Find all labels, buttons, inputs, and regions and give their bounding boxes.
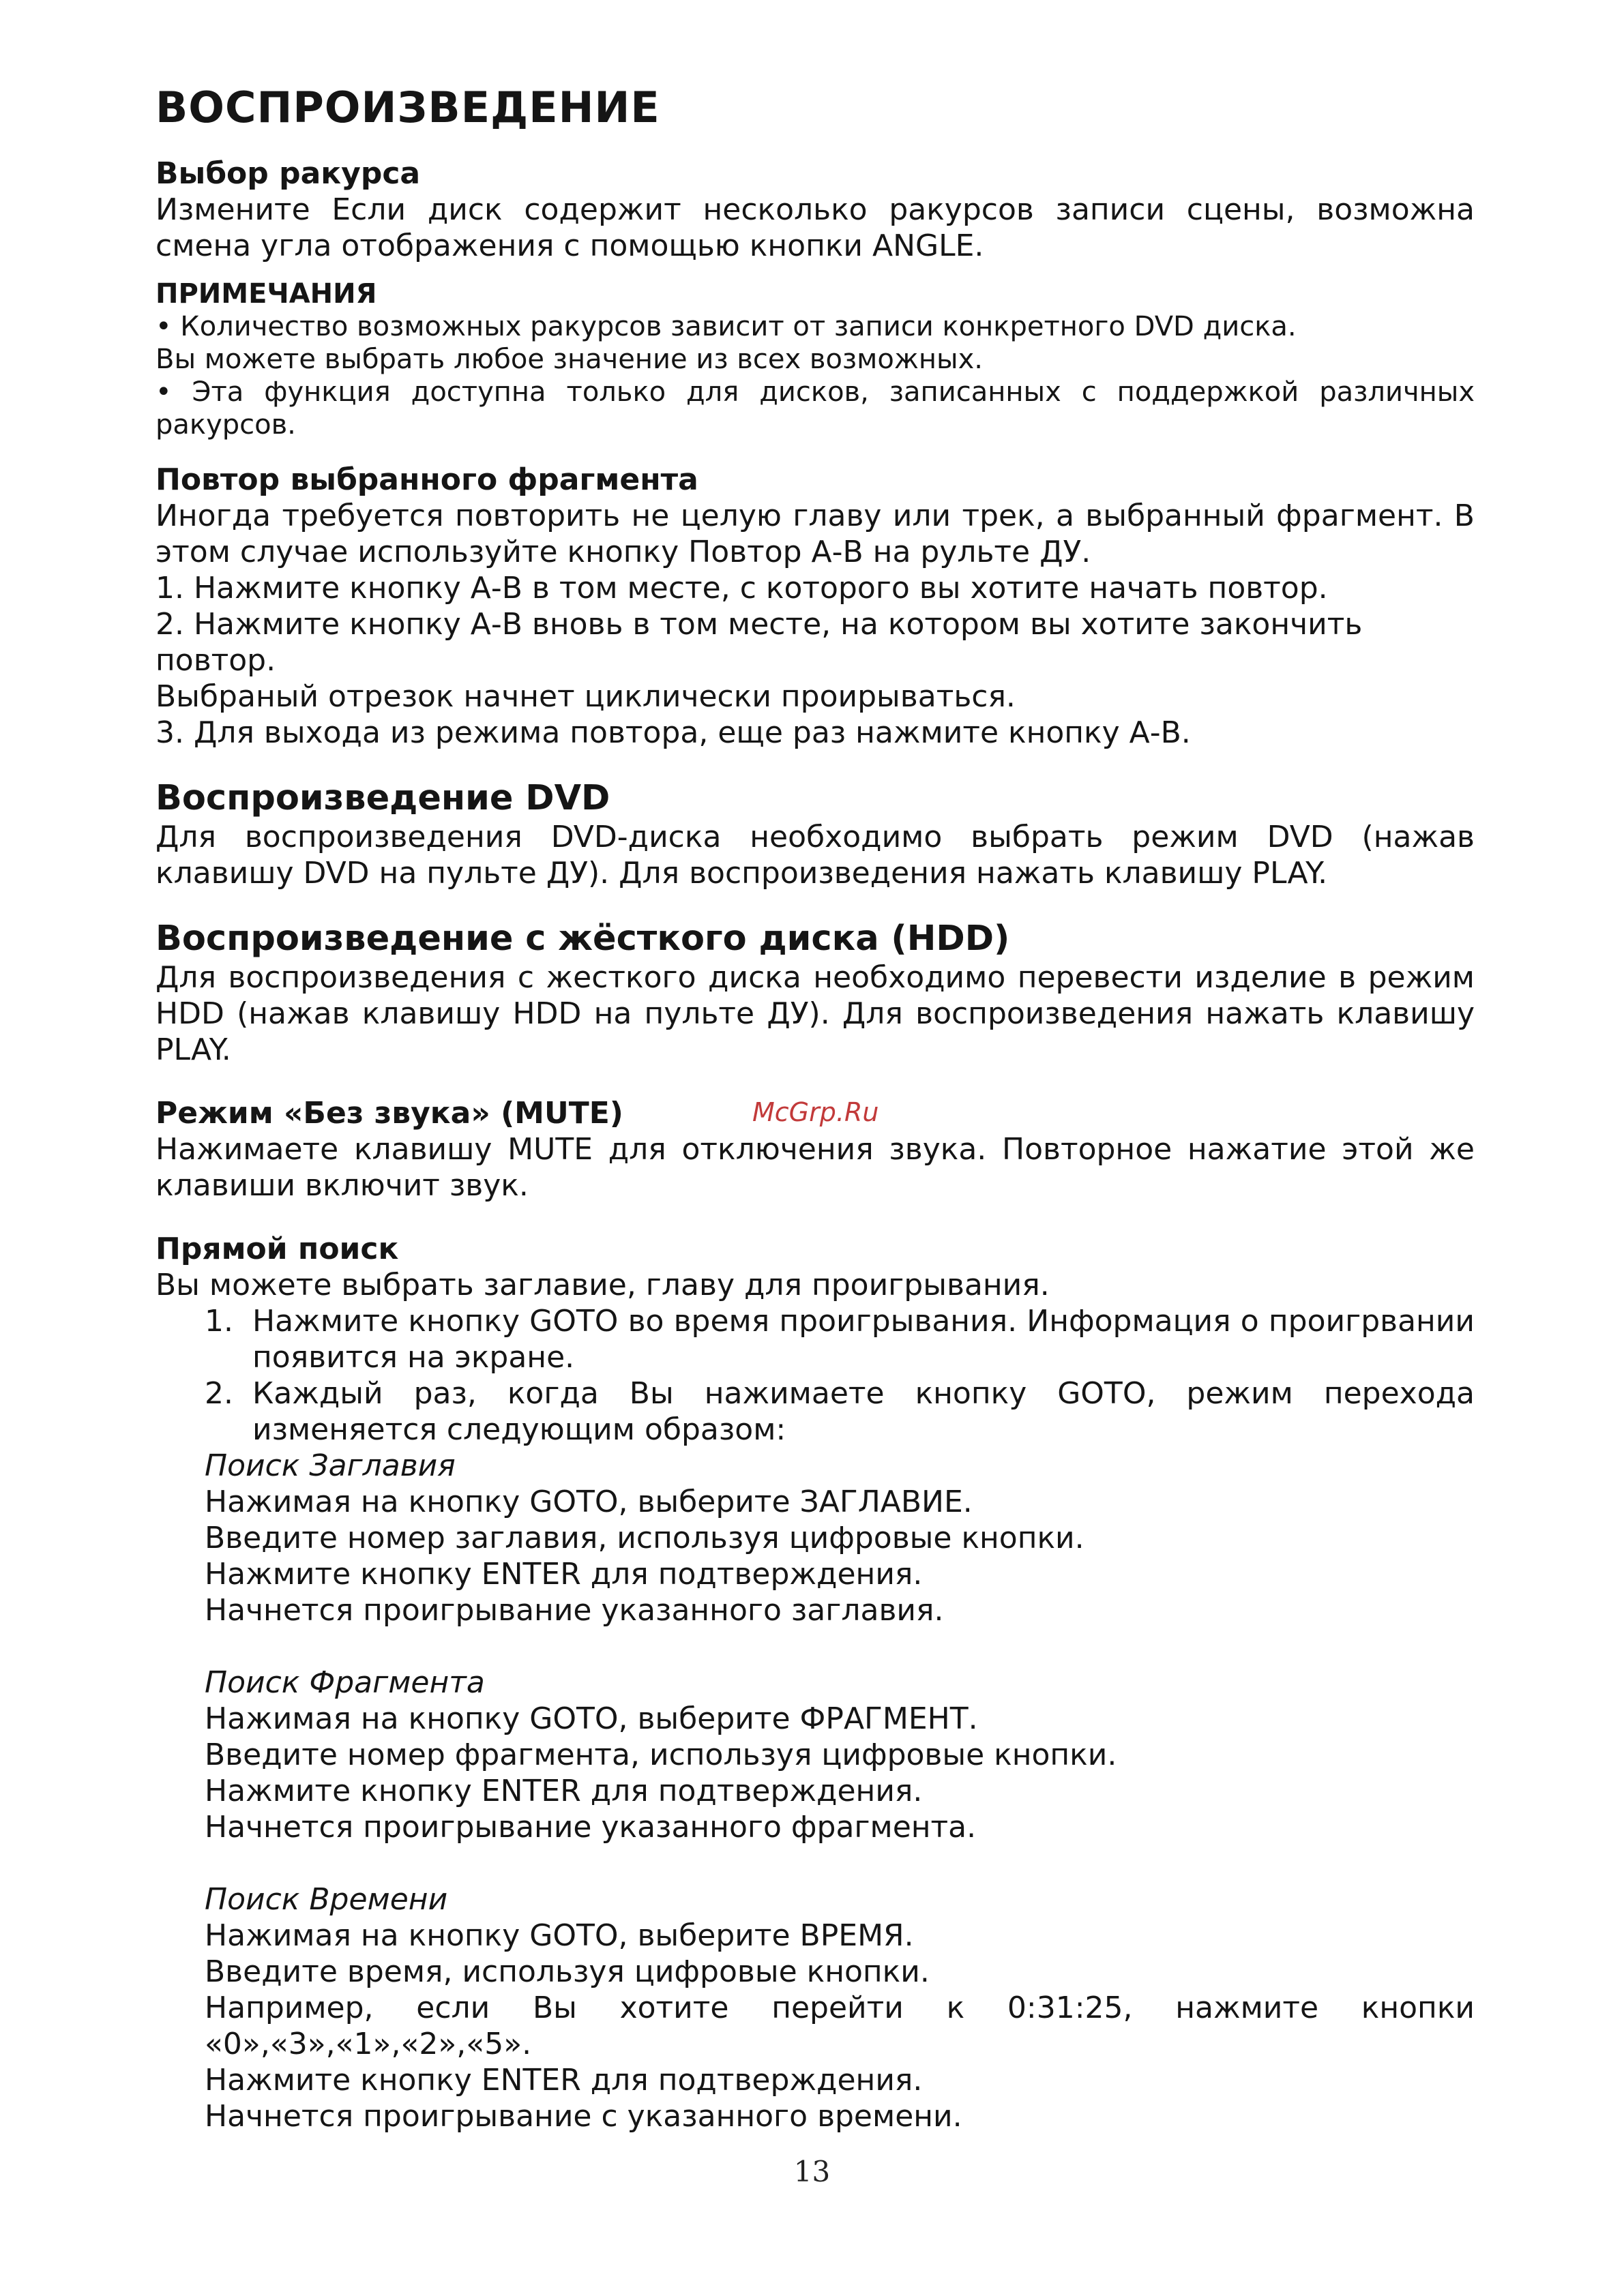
goto-step-2: [156, 1375, 1475, 1448]
chapter-search-line: Начнется проигрывание указанного фрагмента.: [205, 1810, 977, 1845]
note-1: • Количество возможных ракурсов зависит от записи конкретного DVD диска.: [156, 311, 1297, 342]
chapter-search-name: Поиск Фрагмента: [205, 1665, 485, 1700]
search-intro: Вы можете выбрать заглавие, главу для проигрывания.: [156, 1268, 1050, 1302]
search-heading: Прямой поиск: [156, 1232, 399, 1266]
spacer: [156, 1628, 1475, 1665]
time-search-name: Поиск Времени: [205, 1882, 448, 1917]
goto-step-1-text: Нажмите кнопку GOTO во время проигрывания. Информация о проигрвании появится на экране.: [252, 1304, 1475, 1375]
watermark: McGrp.Ru: [752, 1097, 879, 1127]
chapter-search-line: Нажимая на кнопку GOTO, выберите ФРАГМЕНТ.: [205, 1701, 978, 1736]
repeat-step-2: 2. Нажмите кнопку А-В вновь в том месте, на котором вы хотите закончить повтор.: [156, 607, 1363, 678]
title-search-line: Нажимая на кнопку GOTO, выберите ЗАГЛАВИЕ.: [205, 1485, 973, 1519]
section-repeat: [156, 462, 1475, 751]
page-title: ВОСПРОИЗВЕДЕНИЕ: [156, 83, 660, 132]
time-search-line: Например, если Вы хотите перейти к 0:31:25, нажмите кнопки «0»,«3»,«1»,«2»,«5».: [205, 1991, 1475, 2061]
spacer: [156, 1845, 1475, 1881]
section-dvd: [156, 778, 1475, 891]
title-search-line: Начнется проигрывание указанного заглавия.: [205, 1593, 944, 1628]
goto-step-2-number: 2.: [205, 1376, 233, 1411]
dvd-heading: Воспроизведение DVD: [156, 778, 610, 818]
note-1b: Вы можете выбрать любое значение из всех возможных.: [156, 344, 983, 375]
time-search-line: Нажимая на кнопку GOTO, выберите ВРЕМЯ.: [205, 1918, 914, 1953]
section-direct-search: [156, 1231, 1475, 2134]
page-number: 13: [793, 2155, 831, 2188]
hdd-text: Для воспроизведения с жесткого диска необходимо перевести изделие в режим HDD (нажав клавишу HDD на пульте ДУ). Для воспроизведения нажать клавишу PLAY.: [156, 960, 1475, 1067]
title-search-line: Нажмите кнопку ENTER для подтверждения.: [205, 1557, 923, 1592]
dvd-text: Для воспроизведения DVD-диска необходимо выбрать режим DVD (нажав клавишу DVD на пульте ДУ). Для воспроизведения нажать клавишу PLAY.: [156, 820, 1475, 891]
notes-title: ПРИМЕЧАНИЯ: [156, 278, 377, 310]
title-search-block: [156, 1448, 1475, 1628]
chapter-search-line: Введите номер фрагмента, используя цифровые кнопки.: [205, 1738, 1117, 1772]
repeat-step-2b: Выбраный отрезок начнет циклически проирываться.: [156, 679, 1016, 714]
title-search-line: Введите номер заглавия, используя цифровые кнопки.: [205, 1521, 1084, 1555]
time-search-line: Введите время, используя цифровые кнопки.: [205, 1954, 930, 1989]
time-search-line: Начнется проигрывание с указанного времени.: [205, 2099, 962, 2134]
section-hdd: [156, 919, 1475, 1068]
time-search-line: Нажмите кнопку ENTER для подтверждения.: [205, 2063, 923, 2098]
title-search-name: Поиск Заглавия: [205, 1448, 456, 1483]
goto-step-1-number: 1.: [205, 1304, 233, 1339]
goto-steps: [156, 1303, 1475, 1448]
repeat-step-3: 3. Для выхода из режима повтора, еще раз нажмите кнопку А-В.: [156, 715, 1191, 750]
chapter-search-line: Нажмите кнопку ENTER для подтверждения.: [205, 1774, 923, 1808]
mute-heading: Режим «Без звука» (MUTE): [156, 1096, 623, 1131]
repeat-step-1: 1. Нажмите кнопку А-В в том месте, с которого вы хотите начать повтор.: [156, 571, 1328, 606]
time-search-block: [156, 1881, 1475, 2134]
hdd-heading: Воспроизведение с жёсткого диска (HDD): [156, 919, 1010, 959]
repeat-text: Иногда требуется повторить не целую главу или трек, а выбранный фрагмент. В этом случае используйте кнопку Повтор А-В на рульте ДУ.: [156, 498, 1475, 569]
repeat-heading: Повтор выбранного фрагмента: [156, 462, 698, 497]
mute-text: Нажимаете клавишу MUTE для отключения звука. Повторное нажатие этой же клавиши включит звук.: [156, 1132, 1475, 1203]
section-angle: [156, 155, 1475, 441]
note-2: • Эта функция доступна только для дисков, записанных с поддержкой различных ракурсов.: [156, 376, 1475, 441]
goto-step-1: [156, 1303, 1475, 1375]
angle-text: Измените Если диск содержит несколько ракурсов записи сцены, возможна смена угла отображения с помощью кнопки ANGLE.: [156, 192, 1475, 263]
angle-heading: Выбор ракурса: [156, 156, 421, 191]
goto-step-2-text: Каждый раз, когда Вы нажимаете кнопку GOTO, режим перехода изменяется следующим образом:: [252, 1376, 1475, 1447]
chapter-search-block: [156, 1665, 1475, 1845]
